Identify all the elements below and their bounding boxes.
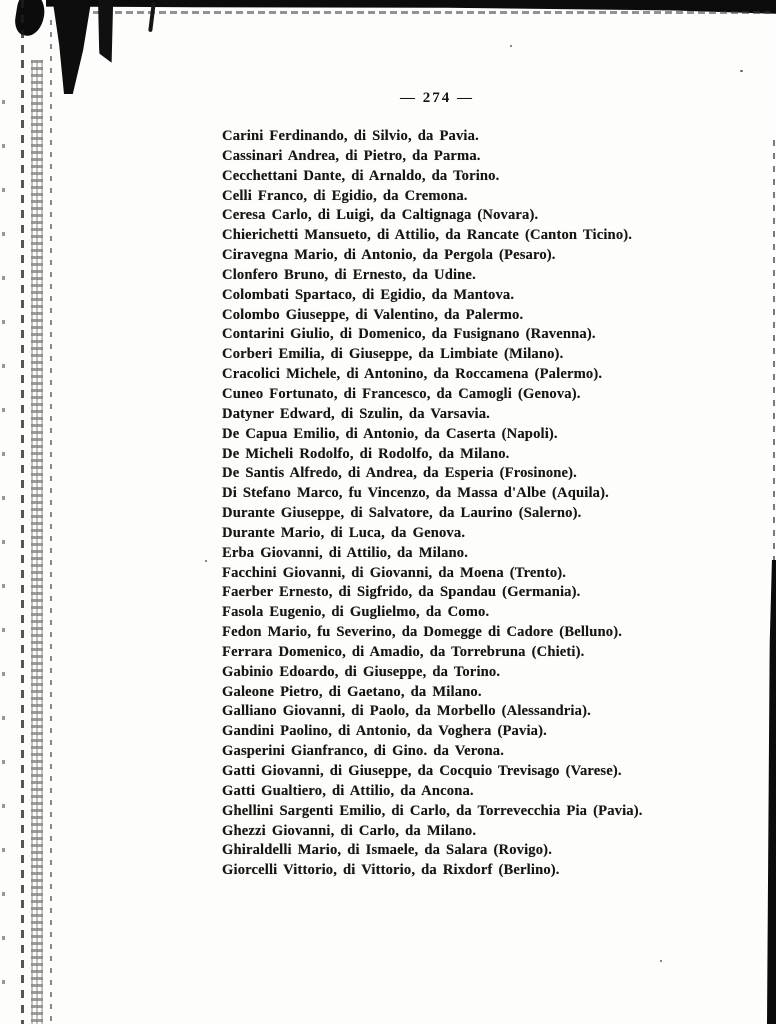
list-item: De Micheli Rodolfo, di Rodolfo, da Milano. — [222, 445, 510, 462]
scan-artifact-binding-streak — [50, 20, 52, 1024]
list-item: Chierichetti Mansueto, di Attilio, da Rancate (Canton Ticino). — [222, 227, 633, 244]
list-item: Gandini Paolino, di Antonio, da Voghera (Pavia). — [222, 723, 547, 740]
list-item: Colombo Giuseppe, di Valentino, da Palermo. — [222, 306, 524, 323]
list-item: Ghellini Sargenti Emilio, di Carlo, da Torrevecchia Pia (Pavia). — [222, 802, 643, 819]
list-item: Di Stefano Marco, fu Vincenzo, da Massa d'Albe (Aquila). — [222, 485, 609, 502]
list-item: Durante Giuseppe, di Salvatore, da Laurino (Salerno). — [222, 505, 582, 522]
list-item: Giorcelli Vittorio, di Vittorio, da Rixdorf (Berlino). — [222, 862, 560, 879]
list-item: Contarini Giulio, di Domenico, da Fusignano (Ravenna). — [222, 326, 596, 343]
list-item: Galeone Pietro, di Gaetano, da Milano. — [222, 683, 482, 700]
scan-artifact-speck — [660, 960, 662, 962]
list-item: Fasola Eugenio, di Guglielmo, da Como. — [222, 604, 490, 621]
list-item: Ghezzi Giovanni, di Carlo, da Milano. — [222, 822, 477, 839]
list-item: Durante Mario, di Luca, da Genova. — [222, 524, 466, 541]
list-item: Ghiraldelli Mario, di Ismaele, da Salara (Rovigo). — [222, 842, 552, 859]
list-item: Cecchettani Dante, di Arnaldo, da Torino. — [222, 167, 500, 184]
list-item: Datyner Edward, di Szulin, da Varsavia. — [222, 405, 490, 422]
scan-artifact-corner-blob — [52, 0, 92, 94]
list-item: Faerber Ernesto, di Sigfrido, da Spandau (Germania). — [222, 584, 581, 601]
list-item: Gabinio Edoardo, di Giuseppe, da Torino. — [222, 663, 501, 680]
scan-artifact-corner-blob — [96, 0, 116, 63]
scan-artifact-binding-streak — [21, 0, 24, 1024]
scan-artifact-right-bar — [767, 560, 776, 1024]
list-item: Colombati Spartaco, di Egidio, da Mantova. — [222, 286, 515, 303]
list-item: Ceresa Carlo, di Luigi, da Caltignaga (Novara). — [222, 207, 539, 224]
list-item: Ferrara Domenico, di Amadio, da Torrebruna (Chieti). — [222, 643, 585, 660]
list-item: De Santis Alfredo, di Andrea, da Esperia (Frosinone). — [222, 465, 577, 482]
scan-artifact-speck — [510, 45, 512, 47]
list-item: Cuneo Fortunato, di Francesco, da Camogli (Genova). — [222, 385, 581, 402]
page-number: — 274 — — [400, 90, 474, 106]
list-item: Cassinari Andrea, di Pietro, da Parma. — [222, 147, 481, 164]
list-item: Clonfero Bruno, di Ernesto, da Udine. — [222, 266, 476, 283]
list-item: Ciravegna Mario, di Antonio, da Pergola (Pesaro). — [222, 247, 556, 264]
list-item: Fedon Mario, fu Severino, da Domegge di Cadore (Belluno). — [222, 624, 623, 641]
scan-artifact-speck — [740, 70, 743, 72]
list-item: Facchini Giovanni, di Giovanni, da Moena (Trento). — [222, 564, 567, 581]
entries-list — [222, 127, 736, 881]
list-item: Galliano Giovanni, di Paolo, da Morbello (Alessandria). — [222, 703, 591, 720]
list-item: Celli Franco, di Egidio, da Cremona. — [222, 187, 468, 204]
list-item: Gatti Giovanni, di Giuseppe, da Cocquio Trevisago (Varese). — [222, 763, 622, 779]
list-item: Corberi Emilia, di Giuseppe, da Limbiate (Milano). — [222, 346, 564, 363]
list-item: Cracolici Michele, di Antonino, da Roccamena (Palermo). — [222, 366, 603, 383]
scan-artifact-binding-streak — [31, 60, 43, 1024]
scan-artifact-binding-streak — [2, 100, 5, 1024]
list-item: Gasperini Gianfranco, di Gino. da Verona. — [222, 743, 505, 760]
scan-artifact-corner-blob — [13, 0, 47, 38]
list-item: De Capua Emilio, di Antonio, da Caserta (Napoli). — [222, 425, 558, 442]
list-item: Erba Giovanni, di Attilio, da Milano. — [222, 544, 469, 561]
scan-artifact-top-dotted-line — [60, 11, 770, 14]
list-item: Gatti Gualtiero, di Attilio, da Ancona. — [222, 782, 474, 799]
list-item: Carini Ferdinando, di Silvio, da Pavia. — [222, 128, 479, 144]
scan-artifact-speck — [205, 560, 207, 562]
